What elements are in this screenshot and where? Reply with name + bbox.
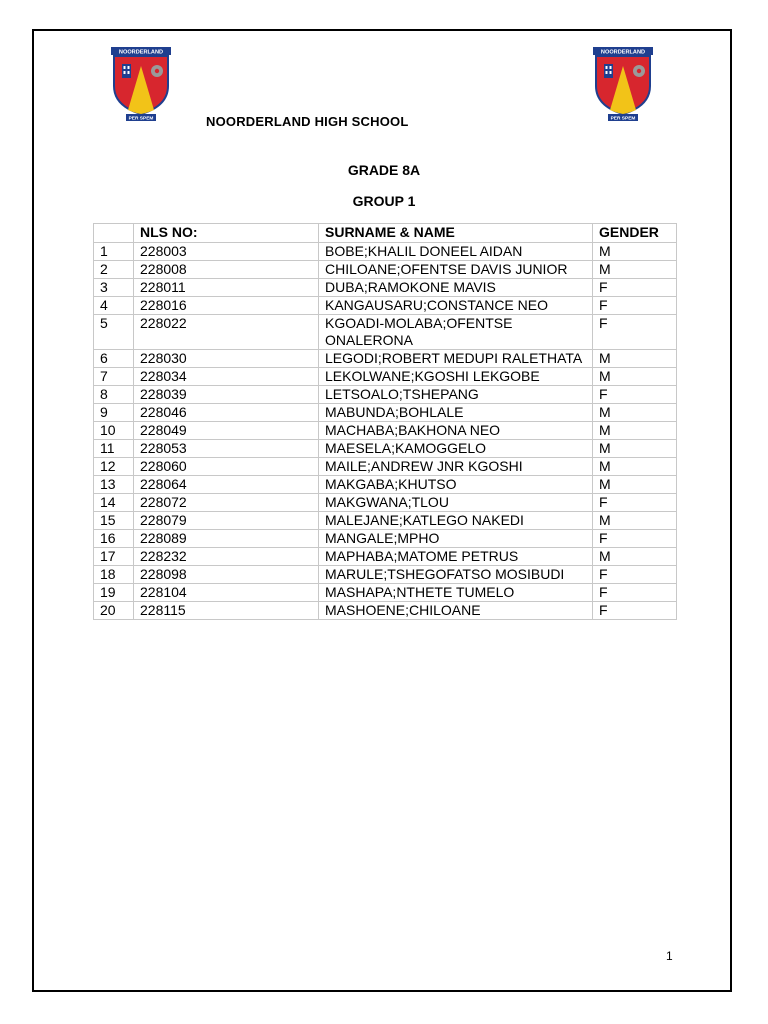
student-name: MASHAPA;NTHETE TUMELO (319, 584, 593, 602)
row-number: 11 (94, 440, 134, 458)
gender: M (593, 243, 677, 261)
table-row (94, 548, 677, 566)
nls-number: 228016 (134, 297, 319, 315)
table-row (94, 512, 677, 530)
svg-text:NOORDERLAND: NOORDERLAND (118, 49, 164, 56)
gender: M (593, 476, 677, 494)
student-name: LETSOALO;TSHEPANG (319, 386, 593, 404)
nls-number: 228008 (134, 261, 319, 279)
student-name: KANGAUSARU;CONSTANCE NEO (319, 297, 593, 315)
student-name: MAKGWANA;TLOU (319, 494, 593, 512)
table-row (94, 261, 677, 279)
school-crest-logo-left (110, 46, 172, 122)
gender: M (593, 350, 677, 368)
row-number: 14 (94, 494, 134, 512)
row-number: 5 (94, 315, 134, 350)
student-name: LEKOLWANE;KGOSHI LEKGOBE (319, 368, 593, 386)
gender: M (593, 368, 677, 386)
student-name: MAKGABA;KHUTSO (319, 476, 593, 494)
nls-number: 228115 (134, 602, 319, 620)
student-name: MACHABA;BAKHONA NEO (319, 422, 593, 440)
nls-number: 228064 (134, 476, 319, 494)
row-number: 19 (94, 584, 134, 602)
row-number: 6 (94, 350, 134, 368)
column-header-nls-no: NLS NO: (134, 224, 319, 243)
svg-text:PER SPEM: PER SPEM (610, 116, 636, 122)
student-name: MALEJANE;KATLEGO NAKEDI (319, 512, 593, 530)
gender: F (593, 530, 677, 548)
table-row (94, 566, 677, 584)
gender: F (593, 279, 677, 297)
column-header-gender: GENDER (593, 224, 677, 243)
table-row (94, 440, 677, 458)
gender: M (593, 458, 677, 476)
student-name: MAPHABA;MATOME PETRUS (319, 548, 593, 566)
gender: F (593, 602, 677, 620)
student-name: CHILOANE;OFENTSE DAVIS JUNIOR (319, 261, 593, 279)
gender: M (593, 440, 677, 458)
row-number: 4 (94, 297, 134, 315)
gender: M (593, 512, 677, 530)
school-name: NOORDERLAND HIGH SCHOOL (206, 114, 409, 129)
row-number: 1 (94, 243, 134, 261)
table-row (94, 350, 677, 368)
row-number: 20 (94, 602, 134, 620)
table-row (94, 243, 677, 261)
class-roster-table (93, 223, 677, 620)
page-number: 1 (666, 949, 673, 963)
nls-number: 228039 (134, 386, 319, 404)
table-row (94, 458, 677, 476)
nls-number: 228104 (134, 584, 319, 602)
table-row (94, 404, 677, 422)
gender: F (593, 315, 677, 350)
student-name: MASHOENE;CHILOANE (319, 602, 593, 620)
svg-text:PER SPEM: PER SPEM (128, 116, 154, 122)
nls-number: 228049 (134, 422, 319, 440)
student-name: MAILE;ANDREW JNR KGOSHI (319, 458, 593, 476)
table-row (94, 476, 677, 494)
student-name: KGOADI-MOLABA;OFENTSE ONALERONA (319, 315, 593, 350)
student-name: LEGODI;ROBERT MEDUPI RALETHATA (319, 350, 593, 368)
student-name: MAESELA;KAMOGGELO (319, 440, 593, 458)
student-name: MARULE;TSHEGOFATSO MOSIBUDI (319, 566, 593, 584)
row-number: 3 (94, 279, 134, 297)
row-number: 16 (94, 530, 134, 548)
nls-number: 228098 (134, 566, 319, 584)
row-number: 7 (94, 368, 134, 386)
row-number: 9 (94, 404, 134, 422)
table-row (94, 386, 677, 404)
table-row (94, 602, 677, 620)
table-row (94, 422, 677, 440)
gender: M (593, 422, 677, 440)
nls-number: 228079 (134, 512, 319, 530)
nls-number: 228022 (134, 315, 319, 350)
row-number: 13 (94, 476, 134, 494)
group-heading: GROUP 1 (352, 193, 416, 209)
nls-number: 228072 (134, 494, 319, 512)
table-row (94, 315, 677, 350)
gender: M (593, 261, 677, 279)
row-number: 2 (94, 261, 134, 279)
gender: M (593, 548, 677, 566)
grade-heading: GRADE 8A (347, 162, 421, 178)
column-header-index (94, 224, 134, 243)
student-name: MANGALE;MPHO (319, 530, 593, 548)
nls-number: 228089 (134, 530, 319, 548)
table-row (94, 368, 677, 386)
svg-text:NOORDERLAND: NOORDERLAND (600, 49, 646, 56)
school-crest-logo-right (592, 46, 654, 122)
row-number: 10 (94, 422, 134, 440)
roster-body (94, 243, 677, 620)
row-number: 17 (94, 548, 134, 566)
gender: M (593, 404, 677, 422)
column-header-surname-name: SURNAME & NAME (319, 224, 593, 243)
gender: F (593, 494, 677, 512)
nls-number: 228232 (134, 548, 319, 566)
nls-number: 228060 (134, 458, 319, 476)
student-name: DUBA;RAMOKONE MAVIS (319, 279, 593, 297)
nls-number: 228011 (134, 279, 319, 297)
nls-number: 228034 (134, 368, 319, 386)
row-number: 12 (94, 458, 134, 476)
table-row (94, 494, 677, 512)
gender: F (593, 386, 677, 404)
student-name: MABUNDA;BOHLALE (319, 404, 593, 422)
row-number: 8 (94, 386, 134, 404)
gender: F (593, 584, 677, 602)
row-number: 18 (94, 566, 134, 584)
gender: F (593, 297, 677, 315)
table-row (94, 279, 677, 297)
nls-number: 228003 (134, 243, 319, 261)
student-name: BOBE;KHALIL DONEEL AIDAN (319, 243, 593, 261)
table-header-row (94, 224, 677, 243)
nls-number: 228053 (134, 440, 319, 458)
table-row (94, 297, 677, 315)
gender: F (593, 566, 677, 584)
row-number: 15 (94, 512, 134, 530)
table-row (94, 584, 677, 602)
table-row (94, 530, 677, 548)
nls-number: 228046 (134, 404, 319, 422)
nls-number: 228030 (134, 350, 319, 368)
